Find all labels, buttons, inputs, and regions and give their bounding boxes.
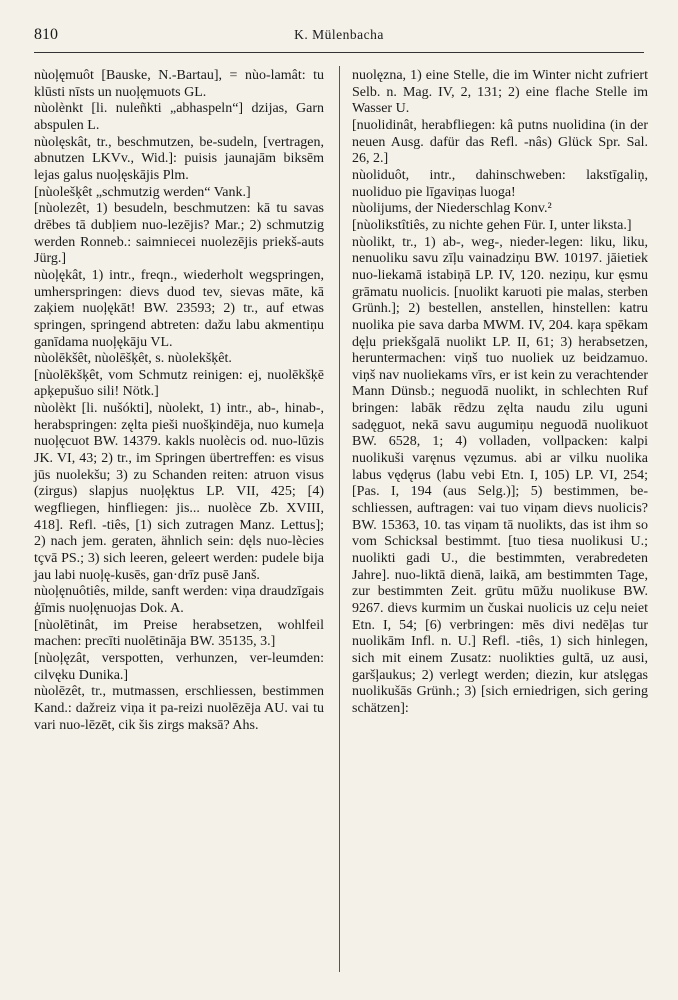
dictionary-entry: [nùolētinât, im Preise herabsetzen, wohlfeil machen: precīti nuolētināja BW. 35135, 3.] — [34, 617, 324, 650]
page-header — [34, 26, 644, 50]
page-number: 810 — [34, 26, 58, 43]
dictionary-entry: [nùoļęzât, verspotten, verhunzen, ver-leumden: cilvęku Dunika.] — [34, 650, 324, 683]
dictionary-entry: [nùolešķêt „schmutzig werden“ Vank.] — [34, 184, 251, 200]
dictionary-entry: nùolènkt [li. nuleñkti „abhaspeln“] dzijas, Garn abspulen L. — [34, 101, 324, 133]
left-column — [34, 68, 324, 734]
dictionary-entry: nùoļęmuôt [Bauske, N.-Bartau], = nùo-lamât: tu klūsti nīsts un nuoļęmuots GL. — [34, 68, 324, 100]
dictionary-entry: nùolijums, der Niederschlag Konv.² — [352, 201, 552, 217]
dictionary-entry: nùolèkt [li. nušókti], nùolekt, 1) intr., ab-, hinab-, herabspringen: zęlta pieši nuošķindēja, nuo kumeļa nuoļęcuot BW. 14379. kakls nuolècis od. nuo-lūzis JK. VI, 43; 2) tr., im Springen übertreffen: es visus jūs nuolekšu; 3) zu Schanden reiten: atruon visus (zirgus) slapjus nuoļęktus LP. VII, 425; [4) wegfliegen, hinfliegen: jis... nuolèce Zb. XVIII, 418]. Refl. -tiês, [1) sich zutragen Manz. Lettus]; 2) nach jem. geraten, ähnlich sein: dęls nuo-lècies tçvā PS.; 3) sich leeren, geleert werden: pudele bija jau labi nuoļę-kusēs, gan·drīz pusē Janš. — [34, 401, 324, 583]
column-divider — [339, 66, 340, 972]
dictionary-entry: nuolęzna, 1) eine Stelle, die im Winter nicht zufriert Selb. n. Mag. IV, 2, 131; 2) eine flache Stelle im Wasser U. — [352, 68, 648, 117]
dictionary-entry: nùolęskât, tr., beschmutzen, be-sudeln, [vertragen, abnutzen LKVv., Wid.]: puisis jaunajām biksēm lejas galus nuoļęskājis Plm. — [34, 134, 324, 183]
dictionary-entry: nùoļęnuôtiês, milde, sanft werden: viņa draudzīgais ģīmis nuoļęnuojas Dok. A. — [34, 584, 324, 616]
right-column — [352, 68, 648, 718]
dictionary-entry: nùoliduôt, intr., dahinschweben: lakstīgaliņ, nuoliduo pie līgaviņas luoga! — [352, 167, 648, 200]
dictionary-entry: [nùolikstîtiês, zu nichte gehen Für. I, unter liksta.] — [352, 217, 632, 233]
dictionary-entry: nùoļękât, 1) intr., freqn., wiederholt wegspringen, umherspringen: dievs duod tev, sievas māte, kā zaķiem nuoļękāt! BW. 23593; 2) tr., auf etwas springen, springend abtreten: dažu labu akmentiņu ganīdama nuoļękāju VL. — [34, 267, 324, 350]
dictionary-entry: [nuolidinât, herabfliegen: kâ putns nuolidina (in der neuen Ausg. dafür das Refl. -nâs) Glück Spr. Sal. 26, 2.] — [352, 117, 648, 167]
dictionary-entry: [nùolēkšķêt, vom Schmutz reinigen: ej, nuolēkšķē apķepušuo sili! Nötk.] — [34, 367, 324, 400]
dictionary-entry: nùolēkšêt, nùolēšķêt, s. nùolekšķêt. — [34, 351, 232, 367]
running-title: K. Mülenbacha — [294, 27, 384, 42]
dictionary-entry: [nùolezêt, 1) besudeln, beschmutzen: kā tu savas drēbes tā dubļiem nuo-lezējis? Mar.; 2) schmutzig werden Ronneb.: saimniecei nuolezējis priekš-auts Jürg.] — [34, 201, 324, 267]
dictionary-entry: nùolēzêt, tr., mutmassen, erschliessen, bestimmen Kand.: dažreiz viņa it pa-reizi nuolēzēja AU. vai tu vari nuo-lēzēt, cik šis zirgs maksā? Ahs. — [34, 684, 324, 733]
dictionary-entry: nùolikt, tr., 1) ab-, weg-, nieder-legen: liku, liku, nenuoliku savu zīļu vainadziņu BW. 10197. jāietiek nuo-liekamā istabiņā LP. IV, 120. neziņu, kur ęsmu grāmatu nuolicis. [nuolikt karuoti pie malas, sterben Grünh.]; 2) bestellen, anstellen, hinstellen: katru nuolika pie sava darba MWM. IV, 204. kaŗa spēkam dęļu priekšgalā nuolikt LP. II, 61; 3) herabsetzen, heruntermachen: viņš tuo nuoliek uz beidzamuo. viņš nav nuoliekams vīrs, er ist kein zu verachtender Mann Dünsb.; neguodā nuolikt, in schlechten Ruf bringen: labāk rēdzu zęlta naudu zilu uguni sadęguot, nekā savu augumiņu neguodā nuolikuot BW. 6528, 1; 4) volladen, vollpacken: kalpi nuolikuši varęnus vęzumus. abi ar vilku nuolika labus vędęrus (labu vebi Etn. I, 105) LP. VI, 254; [Pas. I, 194 (aus Selg.)]; 5) bestimmen, be-schliessen, auftragen: vai tuo viņam dievs nuolicis? BW. 15363, 10. tas viņam tā nuolikts, das ist ihm so vom Schicksal bestimmt. [tuo tiesa nuolikusi U.; nuolikti gadi U., die bestimmten, verabredeten Jahre]. nuo-liktā dienā, laikā, am bestimmten Tage, zur bestimmten Zeit. grūtu mūžu nuolikuse BW. 9267. dievs kurmim un čuskai nuolicis uz ceļu neiet Etn. I, 54; [6) verbringen: mēs divi nedēļas tur nuolikām Infl. n. U.] Refl. -tiês, 1) sich hinlegen, sich mit einem Zusatz: nuolikties gultā, uz ausi, garšļaukus; 2) verlegt werden; diezin, kur atslęgas nuolikušās Grünh.; 3) [sich erniedrigen, sich gering schätzen]: — [352, 234, 648, 716]
header-rule — [34, 52, 644, 53]
